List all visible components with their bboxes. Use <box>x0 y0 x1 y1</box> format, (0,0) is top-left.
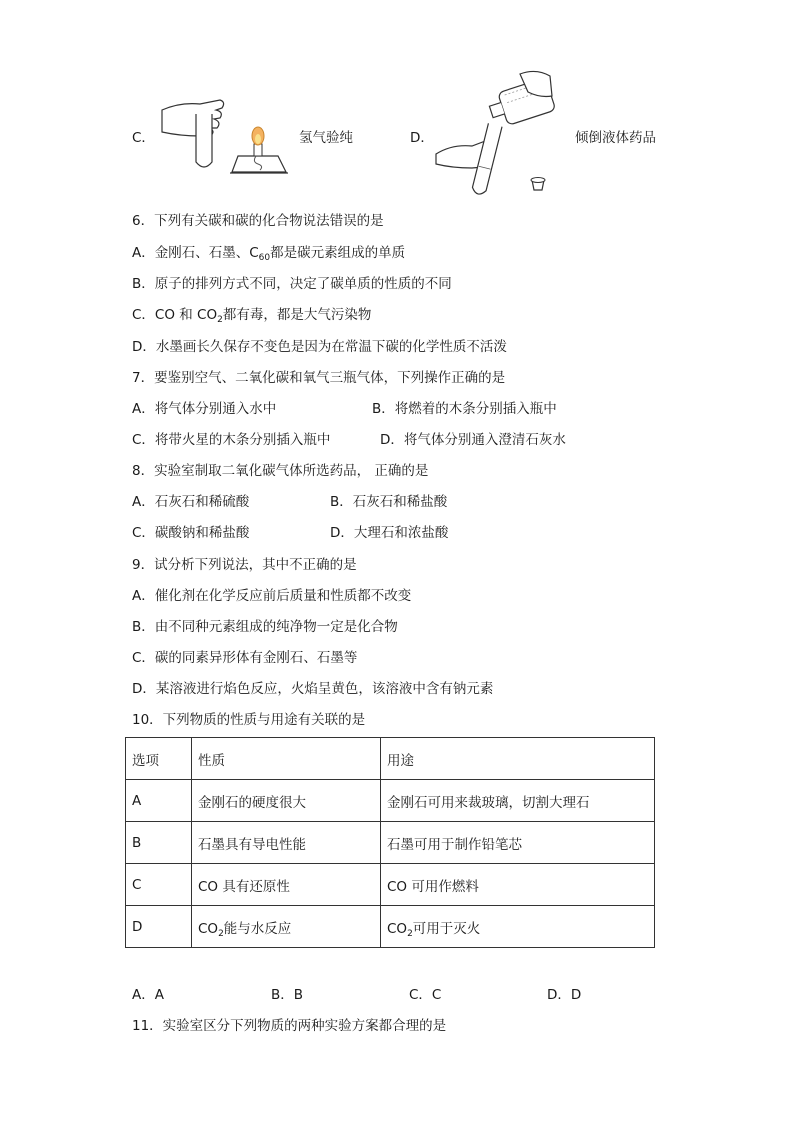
q8-option-b: B．石灰石和稀盐酸 <box>330 494 448 510</box>
q10-stem: 10．下列物质的性质与用途有关联的是 <box>132 712 366 728</box>
q7-stem: 7．要鉴别空气、二氧化碳和氧气三瓶气体，下列操作正确的是 <box>132 370 506 386</box>
row-use: 金刚石可用来裁玻璃，切割大理石 <box>381 780 655 822</box>
pour-liquid-illustration <box>432 68 572 200</box>
row-use: $CO_2$可用于灭火 <box>381 906 655 948</box>
row-option: D <box>126 906 192 948</box>
q10-choice-b: B．B <box>271 987 304 1003</box>
q8-option-d: D．大理石和浓盐酸 <box>330 525 449 541</box>
row-option: C <box>126 864 192 906</box>
q9-option-c: C．碳的同素异形体有金刚石、石墨等 <box>132 650 358 666</box>
q7-option-d: D．将气体分别通入澄清石灰水 <box>380 432 566 448</box>
row-property: $CO_2$能与水反应 <box>192 906 381 948</box>
q8-stem: 8．实验室制取二氧化碳气体所选药品， 正确的是 <box>132 463 429 479</box>
q6-option-c: C．CO 和 $CO_2$都有毒，都是大气污染物 <box>132 307 372 325</box>
q10-choice-d: D．D <box>547 987 582 1003</box>
q11-stem: 11．实验室区分下列物质的两种实验方案都合理的是 <box>132 1018 447 1034</box>
row-use: 石墨可用于制作铅笔芯 <box>381 822 655 864</box>
row-property: 金刚石的硬度很大 <box>192 780 381 822</box>
header-property: 性质 <box>192 738 381 780</box>
table-row <box>126 780 655 822</box>
q10-choice-c: C．C <box>409 987 442 1003</box>
q6-option-a: A．金刚石、石墨、$C_{60}$都是碳元素组成的单质 <box>132 245 406 263</box>
q9-stem: 9．试分析下列说法，其中不正确的是 <box>132 557 357 573</box>
q7-option-b: B．将燃着的木条分别插入瓶中 <box>372 401 557 417</box>
row-property: 石墨具有导电性能 <box>192 822 381 864</box>
header-use: 用途 <box>381 738 655 780</box>
header-option: 选项 <box>126 738 192 780</box>
row-use: CO 可用作燃料 <box>381 864 655 906</box>
option-c-label: C． <box>132 130 155 146</box>
hydrogen-purity-test-illustration <box>160 92 295 174</box>
q7-option-c: C．将带火星的木条分别插入瓶中 <box>132 432 331 448</box>
q8-option-c: C．碳酸钠和稀盐酸 <box>132 525 250 541</box>
q7-option-a: A．将气体分别通入水中 <box>132 401 277 417</box>
q6-option-b: B．原子的排列方式不同，决定了碳单质的性质的不同 <box>132 276 452 292</box>
option-c-caption: 氢气验纯 <box>299 130 353 146</box>
option-d-label: D． <box>410 130 434 146</box>
q9-option-d: D．某溶液进行焰色反应，火焰呈黄色，该溶液中含有钠元素 <box>132 681 494 697</box>
row-option: B <box>126 822 192 864</box>
q9-option-a: A．催化剂在化学反应前后质量和性质都不改变 <box>132 588 412 604</box>
q8-option-a: A．石灰石和稀硫酸 <box>132 494 250 510</box>
option-d-caption: 倾倒液体药品 <box>575 130 656 146</box>
row-property: CO 具有还原性 <box>192 864 381 906</box>
q10-choice-a: A．A <box>132 987 164 1003</box>
table-row <box>126 906 655 948</box>
table-row <box>126 822 655 864</box>
table-header-row <box>126 738 655 780</box>
q10-table <box>125 737 655 948</box>
q9-option-b: B．由不同种元素组成的纯净物一定是化合物 <box>132 619 398 635</box>
q6-option-d: D．水墨画长久保存不变色是因为在常温下碳的化学性质不活泼 <box>132 339 507 355</box>
table-row <box>126 864 655 906</box>
row-option: A <box>126 780 192 822</box>
q6-stem: 6．下列有关碳和碳的化合物说法错误的是 <box>132 213 384 229</box>
